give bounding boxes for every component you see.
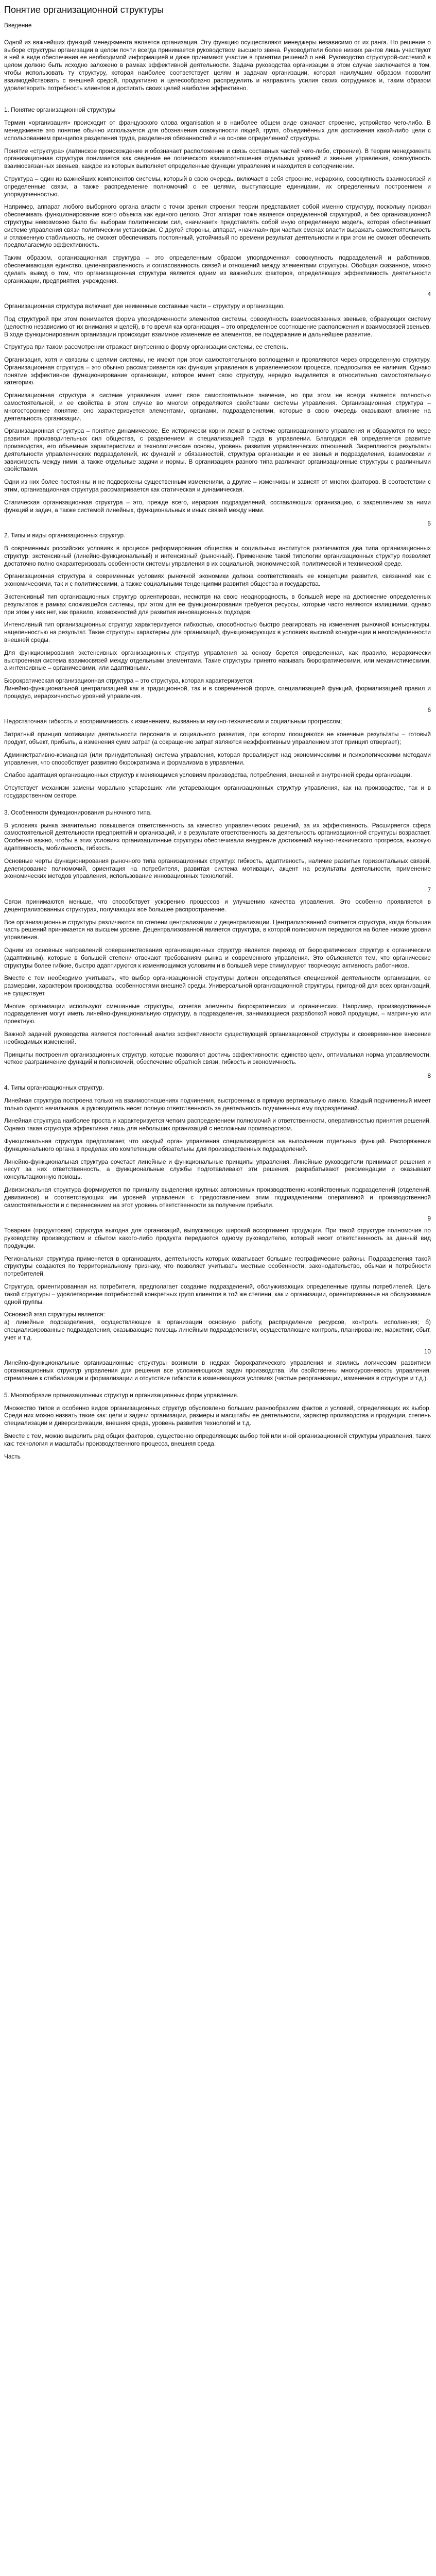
paragraph: Таким образом, организационная структура – это определенным образом упорядоченная совокупность подразделений и работников, обеспечивающая единство, целенаправленность и согласованность связей и отношений между элементами структуры. Обобщая сказанное, можно сделать вывод о том, что организационная структура является одним из важнейших факторов, определяющих эффективность деятельности организации, предприятия, учреждения. [4, 254, 431, 284]
paragraph: Связи принимаются меньше, что способствует ускорению процессов и улучшению качества управления. Это особенно проявляется в децентрализованных структурах, получающих все большее распространение. [4, 897, 431, 913]
paragraph: Вместе с тем, можно выделить ряд общих факторов, существенно определяющих выбор той или иной организационной структуры управления, таких как: технология и масштабы производственного процесса, внешняя среда. [4, 1432, 431, 1447]
paragraph: Под структурой при этом понимается форма упорядоченности элементов системы, совокупность взаимосвязанных звеньев, образующих систему (целостно независимо от их внимания и целей), в то время как организация – это определенное соотношение расположения и взаимосвязей звеньев. В ходе функционирования организации происходит взаимное изменение ее элементов, ее поддержание и дальнейшее развитие. [4, 315, 431, 338]
document-title: Понятие организационной структуры [4, 5, 164, 15]
paragraph: Дивизиональная структура формируется по принципу выделения крупных автономных производственно-хозяйственных подразделений (отделений, дивизионов) и соответствующих им уровней управления с предоставлением этим подразделениям оперативной и производственной самостоятельности и с перенесением на этот уровень ответственности за получение прибыли. [4, 1186, 431, 1209]
paragraph: Структура, ориентированная на потребителя, предполагает создание подразделений, обслуживающих определенные группы потребителей. Цель такой структуры – удовлетворение потребностей конкретных групп клиентов в той же степени, как и организации, ориентированные на обслуживание одной группы. [4, 1283, 431, 1306]
page-number: 4 [427, 291, 431, 298]
spacer [4, 644, 431, 649]
page-number: 5 [427, 520, 431, 528]
paragraph: Одним из основных направлений совершенствования организационных структур является переход от бюрократических структур к органическим (адаптивным), которые в большей степени отвечают требованиям рынка и современного управления. Это объясняется тем, что органические структуры более гибкие, быстро адаптируются к изменяющимся условиям и в большей мере стимулируют творческую активность работников. [4, 946, 431, 969]
page-number: 7 [427, 886, 431, 894]
paragraph: Важной задачей руководства является постоянный анализ эффективности существующей организационной структуры и своевременное внесение необходимых изменений. [4, 1030, 431, 1045]
paragraph: 1. Понятие организационной структуры [4, 106, 116, 114]
paragraph: 5. Многообразие организационных структур и организационных форм управления. [4, 1391, 239, 1399]
spacer [4, 567, 431, 572]
page-number: 10 [424, 1347, 431, 1355]
paragraph: Например, аппарат любого выборного органа власти с точки зрения строения теории представляет собой именно структуру, поскольку призван обеспечивать функционирование всего объекта как единого целого. Этот аппарат тоже является определенной структурой, и без организационной структуры невозможно было бы выборам политическим сил, «начинает» представлять собой иную определенную модель, которая обеспечивает системе управления связи политическим установкам. С другой стороны, аппарат, «начиная» при частых сменах власти выражать самостоятельность и отлаженную стабильность, не сможет обеспечивать постоянный, устойчивый по времени результат деятельности и при этом не сможет обеспечить предполагаемую эффективность. [4, 203, 431, 249]
paragraph: Структура – один из важнейших компонентов системы, который в свою очередь, включает в себя строение, иерархию, совокупность взаимосвязей и определенные связи, а также распределение полномочий с ее целями, выступающие единицами, их определенным построением и упорядоченностью. [4, 175, 431, 198]
paragraph: Термин «организация» происходит от французского слова organisation и в наиболее общем виде означает строение, устройство чего-либо. В менеджменте это понятие обычно используется для обозначения совокупности людей, групп, объединённых для достижения какой-либо цели с использованием принципов разделения труда, разделения обязанностей и на основе определенной структуры. [4, 119, 431, 142]
paragraph: Интенсивный тип организационных структур характеризуется гибкостью, способностью быстро реагировать на изменения рыночной конъюнктуры, нацеленностью на результат. Такие структуры характерны для организаций, функционирующих в условиях высокой конкуренции и неопределенности внешней среды. [4, 621, 431, 643]
spacer [4, 351, 431, 356]
paragraph: Все организационные структуры различаются по степени централизации и децентрализации. Централизованной считается структура, когда большая часть решений принимается на высшем уровне. Децентрализованной является структура, в которой полномочия передаются на более низкие уровни управления. [4, 918, 431, 941]
paragraph: Одни из них более постоянны и не подвержены существенным изменениям, а другие – изменчивы и зависят от многих факторов. В соответствии с этим, организационная структура рассматривается как статическая и динамическая. [4, 478, 431, 494]
paragraph: Затратный принцип мотивации деятельности персонала и социального развития, при котором поощряются не конечные результаты – готовый продукт, объект, прибыль, а изменения сумм затрат (а сокращение затрат являются неэффективным управлением этот принцип отвергает); [4, 731, 431, 745]
spacer [4, 1046, 431, 1051]
paragraph: Линейно-функциональной централизацией как в традиционной, так и в современной форме, специализацией функций, формализацией правил и процедур, иерархичностью уровней управления. [4, 684, 431, 700]
spacer [4, 473, 431, 478]
spacer [4, 1025, 431, 1030]
paragraph: Многие организации используют смешанные структуры, сочетая элементы бюрократических и органических. Например, производственные подразделения могут иметь линейно-функциональную структуру, а подразделения, занимающиеся разработкой новой продукции, – матричную или проектную. [4, 1002, 431, 1025]
paragraph: Линейно-функциональные организационные структуры возникли в недрах бюрократического управления и явились логическим развитием организационных структур управления для решения все усложняющихся задач производства. Им свойственны многоуровневость управления, стремление к стабилизации и формализации и отсутствие гибкости в изменяющихся условиях (частые реорганизации, изменения в структуре и т.д.). [4, 1359, 431, 1382]
spacer [4, 1112, 431, 1117]
paragraph: а) линейные подразделения, осуществляющие в организации основную работу, распределение ресурсов, контроль исполнения; б) специализированные подразделения, оказывающие помощь линейным подразделениям, осуществляющие контроль, планирование, маркетинг, сбыт, учет и т.д. [4, 1318, 431, 1341]
page-number: 8 [427, 1072, 431, 1080]
spacer [4, 1092, 431, 1097]
paragraph: Линейная структура построена только на взаимоотношениях подчинения, выстроенных в прямую вертикальную линию. Каждый подчиненный имеет только одного начальника, а руководитель несет полную ответственность за деятельность подчиненных ему подразделений. [4, 1096, 431, 1112]
paragraph: Недостаточная гибкость и восприимчивость к изменениям, вызванным научно-техническим и социальным прогрессом; [4, 718, 342, 725]
paragraph: Организационная структура – понятие динамическое. Ее исторически корни лежат в системе организационного управления и образуются по мере развития производительных сил общества, с разделением и специализацией труда в управлении. Благодаря ей определяется развитие производства, его объемные характеристики и технологические основы, уровень развития управленческих отношений. Закрепляются результаты деятельности управленческих подразделений, их функций и обязанностей, структура организации и ее звенья и подразделения, взаимосвязи и зависимость между ними, а также отдельные задачи и нормы. В организациях разного типа различают организационные структуры с различными свойствами. [4, 427, 431, 473]
spacer [4, 725, 431, 731]
spacer [4, 114, 431, 119]
spacer [4, 941, 431, 946]
paragraph: Организационная структура включает две неименные составные части – структуру и организацию. [4, 302, 285, 310]
paragraph: Множество типов и особенно видов организационных структур обусловлено большим разнообразием фактов и условий, определяющих их выбор. Среди них можно назвать такие как: цели и задачи организации, размеры и масштабы ее деятельности, характер производства и продукции, степень специализации и диверсификации, внешняя среда, уровень развития технологий и т.д. [4, 1404, 431, 1427]
spacer [4, 142, 431, 147]
spacer [4, 1132, 431, 1138]
paragraph: Для функционирования экстенсивных организационных структур управления за основу берется определенная, как правило, иерархически выстроенная система взаимосвязей между отдельными элементами. Такие структуры принято называть бюрократическими, или механистическими, а интенсивные – органическими, или адаптивными. [4, 649, 431, 672]
spacer [4, 746, 431, 751]
paragraph: Функциональная структура предполагает, что каждый орган управления специализируется на выполнении отдельных функций. Распоряжения функционального органа в пределах его компетенции обязательны для производственных подразделений. [4, 1138, 431, 1153]
paragraph: В условиях рынка значительно повышается ответственность за качество управленческих решений, за их эффективность. Расширяется сфера самостоятельной деятельности предприятий и организаций, и в результате ответственность за деятельность организационной структуры возрастает. Особенно важно, чтобы в этих условиях организационные структуры обеспечивали внедрение достижений научно-технического прогресса, высокую адаптивность, мобильность, гибкость. [4, 821, 431, 852]
spacer [4, 338, 431, 343]
page-number: 6 [427, 706, 431, 714]
paragraph: Статическая организационная структура – это, прежде всего, иерархия подразделений, составляющих организацию, с закреплением за ними функций и задач, а также системой линейных, функциональных и иных связей между ними. [4, 498, 431, 514]
paragraph: Бюрократическая организационная структура – это структура, которая характеризуется: [4, 677, 254, 685]
spacer [4, 616, 431, 621]
spacer [4, 386, 431, 392]
spacer [4, 766, 431, 771]
spacer [4, 249, 431, 254]
document-body [4, 22, 431, 1460]
spacer [4, 997, 431, 1003]
paragraph: Основной этап структуры является: [4, 1311, 105, 1318]
paragraph: Товарная (продуктовая) структура выгодна для организаций, выпускающих широкий ассортимент продукции. При такой структуре полномочия по руководству производством и сбытом какого-либо продукта передаются одному руководителю, который несет ответственность за данный вид продукции. [4, 1227, 431, 1249]
spacer [4, 779, 431, 784]
paragraph: 2. Типы и виды организационных структур. [4, 532, 126, 539]
spacer [4, 1181, 431, 1186]
spacer [4, 588, 431, 593]
paragraph: Часть [4, 1452, 21, 1460]
spacer [4, 92, 431, 106]
spacer [4, 29, 431, 39]
paragraph: Структура при таком рассмотрении отражает внутреннюю форму организации системы, ее степень. [4, 343, 288, 351]
paragraph: Одной из важнейших функций менеджмента является организация. Эту функцию осуществляют менеджеры независимо от их ранга. Но решение о выборе структуры организации в целом почти всегда принимается руководством высшего звена. Руководители более низких рангов лишь участвуют в ней в виде обеспечения ее необходимой информацией и даже принимают участие в принятии решений о ней. Руководство структурой-системой в целом должно быть исходно заложено в рамках эффективной деятельности. Задача руководства организации в этом случае заключается в том, чтобы использовать ту структуру, которая наиболее соответствует целям и задачам организации, которая наилучшим образом позволит взаимодействовать с внешней средой, продуктивно и целесообразно распределить и направлять усилия своих сотрудников и, таким образом удовлетворить потребность клиентов и достигать своих целей наиболее эффективно. [4, 38, 431, 92]
paragraph: Линейно-функциональная структура сочетает линейные и функциональные принципы управления. Линейные руководители принимают решения и несут за них ответственность, а функциональные службы подготавливают эти решения, разрабатывают рекомендации и оказывают консультационную помощь. [4, 1158, 431, 1181]
page-number: 9 [427, 1215, 431, 1223]
paragraph: Линейная структура наиболее проста и характеризуется четким распределением полномочий и ответственности, оперативностью принятия решений. Однако такая структура эффективна лишь для небольших организаций с несложным производством. [4, 1117, 431, 1132]
paragraph: Вместе с тем необходимо учитывать, что выбор организационной структуры должен определяться спецификой деятельности организации, ее размерами, характером производства, особенностями внешней среды. Универсальной организационной структуры, пригодной для всех организаций, не существует. [4, 974, 431, 997]
spacer [4, 852, 431, 857]
paragraph: 3. Особенности функционирования рыночного типа. [4, 808, 152, 816]
paragraph: В современных российских условиях в процессе реформирования общества и социальных институтов различаются два типа организационных структур: экстенсивный (линейно-функциональный) и интенсивный (рыночный). Применение такой типологии организационных структур позволяет достаточно полно охарактеризовать особенности системы управления в их социальной, экономической, политической и технической среде. [4, 545, 431, 567]
paragraph: Отсутствует механизм замены морально устаревших или устаревающих организационных структур управления, как на производстве, так и в государственном секторе. [4, 784, 431, 799]
paragraph: Организационная структура в современных условиях рыночной экономики должна соответствовать ее концепции развития, связанной как с экономическими, так и с политическими, а также социальными тенденциями развития общества и государства. [4, 572, 431, 588]
paragraph: Принципы построения организационных структур, которые позволяют достичь эффективности: единство цели, оптимальная норма управляемости, четкое разграничение функций и полномочий, обеспечение обратной связи, гибкость и экономичность. [4, 1050, 431, 1066]
spacer [4, 1399, 431, 1404]
spacer [4, 800, 431, 809]
paragraph: Слабое адаптация организационных структур к меняющимся условиям производства, потребления, внешней и внутренней среды организации. [4, 771, 412, 779]
spacer [4, 1278, 431, 1283]
paragraph: Введение [4, 22, 32, 29]
paragraph: Экстенсивный тип организационных структур ориентирован, несмотря на свою неоднородность, в большей мере на достижение определенных результатов в рамках сложившейся системы, при этом для ее функционирования требуется ресурсы, которые часто являются излишними, однако при этом у них нет, как правило, возможностей для развития инновационных подходов. [4, 593, 431, 616]
paragraph: 4. Типы организационных структур. [4, 1084, 104, 1092]
spacer [4, 422, 431, 427]
spacer [4, 969, 431, 974]
spacer [4, 310, 431, 315]
paragraph: Административно-командная (или принудительная) система управления, которая превалирует над экономическими и психологическими методами управления, что способствует развитию бюрократизма и формализма в управлении. [4, 751, 431, 766]
spacer [4, 170, 431, 175]
spacer [4, 1382, 431, 1392]
spacer [4, 198, 431, 203]
spacer [4, 494, 431, 499]
spacer [4, 1427, 431, 1432]
paragraph: Основные черты функционирования рыночного типа организационных структур: гибкость, адаптивность, наличие развитых горизонтальных связей, делегирование полномочий, ориентация на потребителя, развитая система мотивации, акцент на результаты деятельности, применение экономических методов управления, использование инновационных технологий. [4, 857, 431, 880]
paragraph: Региональная структура применяется в организациях, деятельность которых охватывает большие географические районы. Подразделения такой структуры создаются по территориальному признаку, что позволяет учитывать местные особенности, законодательство, обычаи и потребности потребителей. [4, 1255, 431, 1278]
paragraph: Организационная структура в системе управления имеет свое самостоятельное значение, но при этом не всегда является полностью самостоятельной, и ее свойства в этом случае во многом определяются свойствами системы управления. Организационная структура – многостороннее понятие, оно характеризуется элементами, органами, подразделениями, которые в свою очередь оказывают влияние на деятельность организации. [4, 392, 431, 422]
spacer [4, 1306, 431, 1311]
spacer [4, 1250, 431, 1255]
spacer [4, 539, 431, 545]
spacer [4, 672, 431, 677]
spacer [4, 1448, 431, 1453]
spacer [4, 1153, 431, 1158]
spacer [4, 913, 431, 919]
paragraph: Организация, хотя и связаны с целями системы, не имеют при этом самостоятельного воплощения и проявляются через определенную структуру. Организационная структура – это обычно рассматривается как функция управления в управленческом процессе, предпосылка ее наличия. Однако понятие эффективное функционирование организации, которое имеет свою структуру, нередко выделяется в относительно самостоятельную категорию. [4, 356, 431, 386]
paragraph: Понятие «структура» (латинское происхождение и обозначает расположение и связь составных частей чего-либо, строение). В теории менеджмента организационная структура понимается как сведение ее логического взаимоотношения отдельных уровней и звеньев управления, совокупность взаимосвязанных звеньев, каждое из которых выполняет определенные функции управления и находится в соподчинении. [4, 147, 431, 170]
spacer [4, 817, 431, 822]
